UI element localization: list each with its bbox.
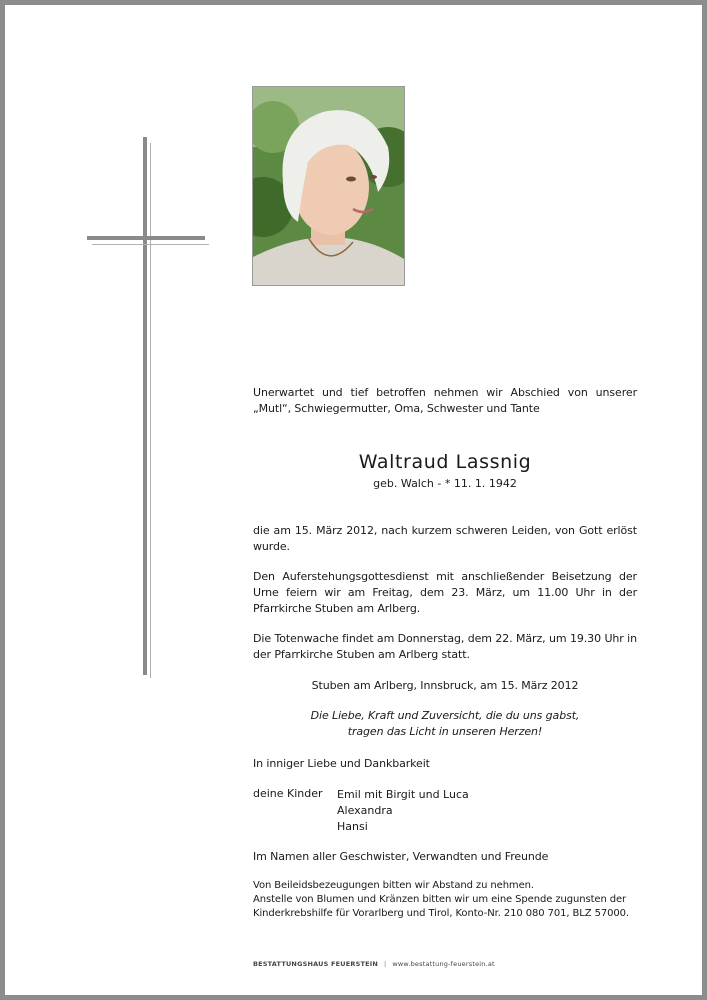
portrait-photo [252, 86, 405, 286]
love-line: In inniger Liebe und Dankbarkeit [253, 757, 430, 770]
cross-horizontal-bar [87, 236, 205, 240]
death-text: die am 15. März 2012, nach kurzem schweren Leiden, von Gott erlöst wurde. [253, 524, 637, 553]
children-list [337, 787, 469, 835]
intro-text: Unerwartet und tief betroffen nehmen wir Abschied von unserer „Mutl“, Schwiegermutter, Oma, Schwester und Tante [253, 386, 637, 415]
wake-text: Die Totenwache findet am Donnerstag, dem 22. März, um 19.30 Uhr in der Pfarrkirche Stuben am Arlberg statt. [253, 632, 637, 661]
condolence-note: Von Beileidsbezeugungen bitten wir Abstand zu nehmen. [253, 880, 534, 891]
cross-vertical-bar [143, 137, 147, 675]
birth-info: geb. Walch - * 11. 1. 1942 [373, 477, 517, 490]
footer-firm: BESTATTUNGSHAUS FEUERSTEIN [253, 960, 378, 968]
place-date: Stuben am Arlberg, Innsbruck, am 15. März 2012 [311, 679, 579, 692]
service-text: Den Auferstehungsgottesdienst mit anschließender Beisetzung der Urne feiern wir am Freitag, dem 23. März, um 11.00 Uhr in der Pfarrkirche Stuben am Arlberg. [253, 570, 637, 615]
deceased-name: Waltraud Lassnig [358, 451, 532, 473]
cross-vertical-shadow [150, 143, 151, 678]
donation-note: Anstelle von Blumen und Kränzen bitten wir um eine Spende zugunsten der Kinderkrebshilfe für Vorarlberg und Tirol, Konto-Nr. 210 080 701, BLZ 57000. [253, 894, 629, 919]
quote-line-1: Die Liebe, Kraft und Zuversicht, die du uns gabst, [310, 709, 580, 722]
child-entry: Hansi [337, 820, 368, 833]
children-label: deine Kinder [253, 787, 323, 800]
relatives-line: Im Namen aller Geschwister, Verwandten und Freunde [253, 850, 549, 863]
footer-separator: | [384, 960, 387, 968]
child-entry: Emil mit Birgit und Luca [337, 788, 469, 801]
footer-url[interactable]: www.bestattung-feuerstein.at [392, 960, 495, 968]
cross-horizontal-shadow [92, 244, 209, 245]
quote-line-2: tragen das Licht in unseren Herzen! [347, 725, 543, 738]
child-entry: Alexandra [337, 804, 393, 817]
footer [253, 960, 495, 968]
